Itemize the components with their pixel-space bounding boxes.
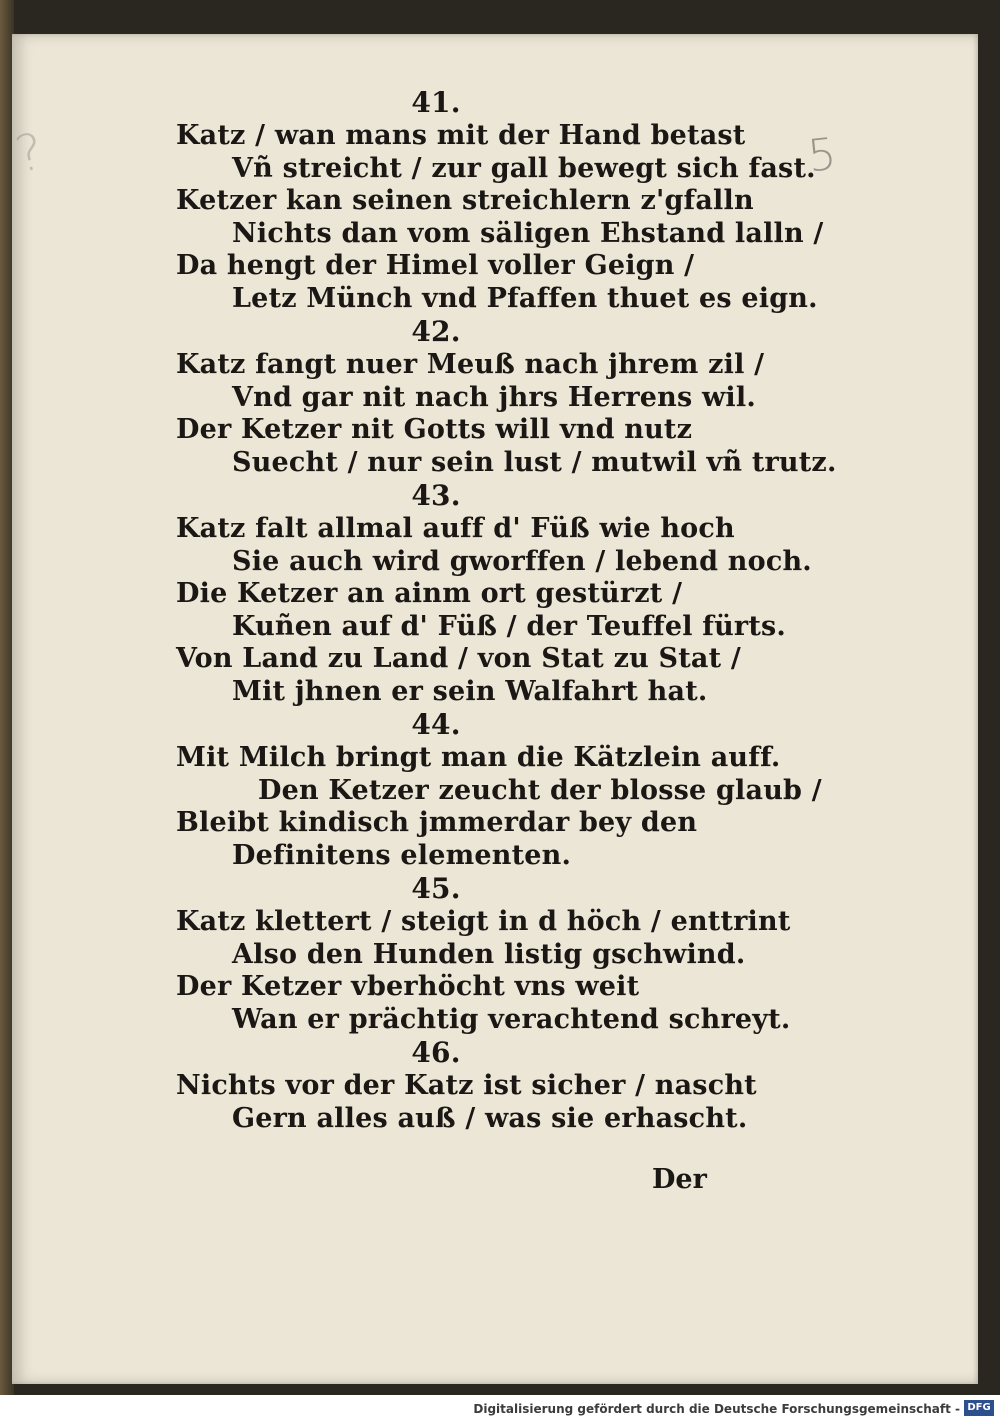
pencil-folio-number: 5 (805, 128, 839, 183)
verse-line: Der Ketzer nit Gotts will vnd nutz (176, 414, 693, 445)
verse-line: Mit Milch bringt man die Kätzlein auff. (176, 742, 781, 773)
verse-line: Katz fangt nuer Meuß nach jhrem zil / (176, 349, 765, 380)
verse-line: Ketzer kan seinen streichlern z'gfalln (176, 185, 754, 216)
verse-line: Also den Hunden listig gschwind. (232, 938, 746, 970)
verse-line: Gern alles auß / was sie erhascht. (232, 1102, 748, 1134)
verse-line: Wan er prächtig verachtend schreyt. (232, 1003, 791, 1035)
verse-line: Katz / wan mans mit der Hand betast (176, 120, 746, 151)
verse-line: Katz klettert / steigt in d höch / enttrint (176, 906, 791, 937)
verse-line: Definitens elementen. (232, 839, 572, 871)
verse-line: Sie auch wird gworffen / lebend noch. (232, 545, 812, 577)
verse-line: Kuñen auf d' Füß / der Teuffel fürts. (232, 610, 787, 642)
stanza-number: 45. (411, 872, 461, 905)
stanza-number: 41. (411, 86, 461, 119)
pencil-mark: ? (10, 121, 49, 185)
funding-credit: Digitalisierung gefördert durch die Deutsche Forschungsgemeinschaft - (473, 1402, 960, 1416)
poem-text (176, 86, 837, 1135)
stanza-number: 44. (411, 708, 461, 741)
stanza-number: 46. (411, 1036, 461, 1069)
verse-line: Katz falt allmal auff d' Füß wie hoch (176, 513, 735, 544)
verse-line: Nichts dan vom säligen Ehstand lalln / (232, 217, 824, 249)
verse-line: Vnd gar nit nach jhrs Herrens wil. (232, 381, 756, 413)
verse-line: Von Land zu Land / von Stat zu Stat / (176, 643, 741, 674)
verse-line: Mit jhnen er sein Walfahrt hat. (232, 675, 708, 707)
stanza-number: 42. (411, 315, 461, 348)
verse-line: Der Ketzer vberhöcht vns weit (176, 971, 640, 1002)
verse-line: Nichts vor der Katz ist sicher / nascht (176, 1070, 757, 1101)
verse-line: Da hengt der Himel voller Geign / (176, 250, 695, 281)
verse-line: Letz Münch vnd Pfaffen thuet es eign. (232, 282, 818, 314)
verse-line: Den Ketzer zeucht der blosse glaub / (258, 774, 822, 806)
stanza-number: 43. (411, 479, 461, 512)
verse-line: Die Ketzer an ainm ort gestürzt / (176, 578, 683, 609)
dfg-logo: DFG (964, 1400, 994, 1416)
verse-line: Vñ streicht / zur gall bewegt sich fast. (232, 152, 816, 184)
verse-line: Suecht / nur sein lust / mutwil vñ trutz. (232, 446, 837, 478)
verse-line: Bleibt kindisch jmmerdar bey den (176, 807, 698, 838)
catchword: Der (652, 1164, 707, 1195)
